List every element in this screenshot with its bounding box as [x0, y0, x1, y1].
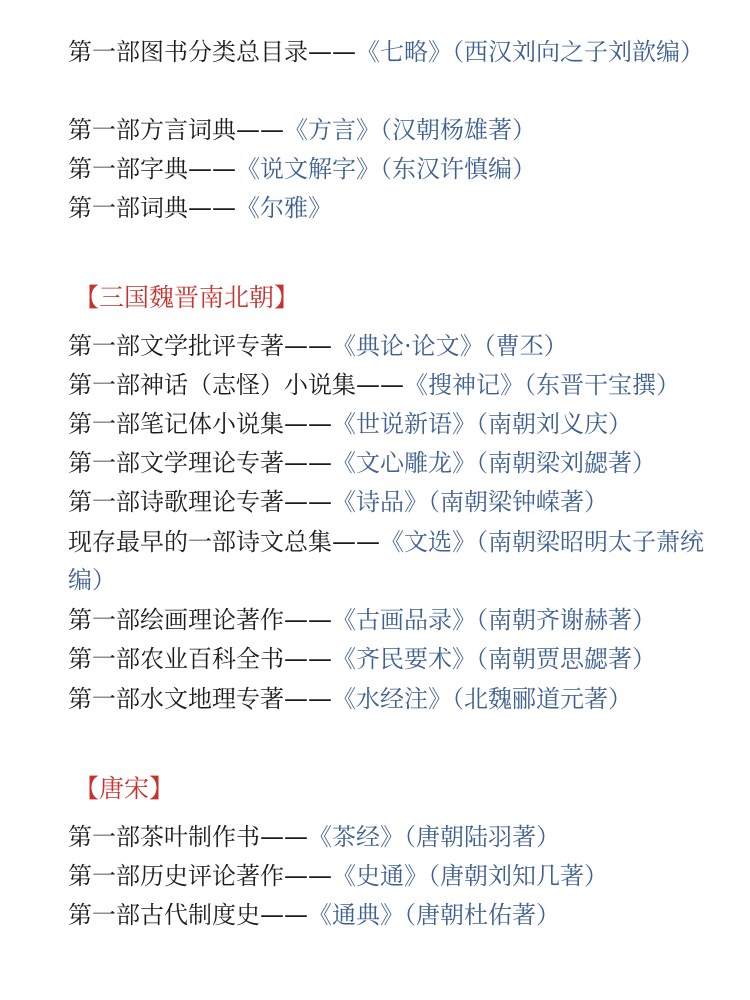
- entry-dianlun: [68, 327, 708, 365]
- section-heading-tang-song: 【唐宋】: [74, 774, 175, 803]
- book-author-note: （唐朝杜佑著）: [404, 901, 560, 929]
- entry-description: 第一部图书分类总目录——: [68, 38, 356, 66]
- entry-description: 第一部字典——: [68, 155, 236, 183]
- book-author-note: （东晋干宝撰）: [524, 371, 680, 399]
- book-title: 《说文解字》: [236, 155, 380, 183]
- entry-shitong: [68, 857, 708, 895]
- entry-shuowen: [68, 150, 708, 188]
- book-author-note: （唐朝陆羽著）: [404, 823, 560, 851]
- book-title: 《通典》: [308, 901, 404, 929]
- entry-description: 第一部茶叶制作书——: [68, 823, 308, 851]
- entry-description: 第一部绘画理论著作——: [68, 606, 332, 634]
- entry-qiminyaoshu: [68, 640, 708, 678]
- entry-description: 第一部文学理论专著——: [68, 449, 332, 477]
- book-title: 《搜神记》: [404, 371, 524, 399]
- entry-description: 现存最早的一部诗文总集——: [68, 528, 380, 556]
- book-title: 《诗品》: [332, 488, 428, 516]
- entry-description: 第一部词典——: [68, 194, 236, 222]
- book-author-note: （唐朝刘知几著）: [428, 862, 608, 890]
- entry-soushenji: [68, 366, 708, 404]
- entry-description: 第一部古代制度史——: [68, 901, 308, 929]
- book-author-note: （南朝刘义庆）: [476, 410, 632, 438]
- entry-description: 第一部方言词典——: [68, 116, 284, 144]
- entry-description: 第一部历史评论著作——: [68, 862, 332, 890]
- book-author-note: （南朝贾思勰著）: [476, 645, 656, 673]
- entry-tongdian: [68, 896, 708, 934]
- book-title: 《齐民要术》: [332, 645, 476, 673]
- book-title: 《典论·论文》: [332, 332, 484, 360]
- entry-shipin: [68, 483, 708, 521]
- book-title: 《茶经》: [308, 823, 404, 851]
- section-heading-wei-jin: 【三国魏晋南北朝】: [74, 283, 300, 312]
- entry-description: 第一部笔记体小说集——: [68, 410, 332, 438]
- entry-shuijingzhu: [68, 680, 708, 718]
- book-author-note: （汉朝杨雄著）: [380, 116, 536, 144]
- entry-chajing: [68, 818, 708, 856]
- book-title: 《水经注》: [332, 685, 452, 713]
- entry-shishuoxinyu: [68, 405, 708, 443]
- book-title: 《文心雕龙》: [332, 449, 476, 477]
- book-author-note: （曹丕）: [483, 332, 568, 360]
- book-author-note: （南朝梁昭明太子萧统编）: [68, 528, 704, 594]
- entry-description: 第一部诗歌理论专著——: [68, 488, 332, 516]
- book-author-note: （南朝梁钟嵘著）: [428, 488, 608, 516]
- entry-description: 第一部神话（志怪）小说集——: [68, 371, 404, 399]
- entry-wenxindiaolong: [68, 444, 708, 482]
- entry-guhuapinlu: [68, 601, 708, 639]
- book-author-note: （东汉许慎编）: [380, 155, 536, 183]
- book-author-note: （北魏郦道元著）: [452, 685, 632, 713]
- entry-fangyan: [68, 111, 708, 149]
- book-author-note: （西汉刘向之子刘歆编）: [452, 38, 704, 66]
- entry-wenxuan: [68, 523, 708, 599]
- book-title: 《尔雅》: [236, 194, 332, 222]
- book-title: 《史通》: [332, 862, 428, 890]
- book-title: 《文选》: [380, 528, 476, 556]
- book-author-note: （南朝齐谢赫著）: [476, 606, 656, 634]
- entry-qilue: [68, 33, 708, 71]
- book-title: 《七略》: [356, 38, 452, 66]
- entry-erya: [68, 189, 708, 227]
- entry-description: 第一部文学批评专著——: [68, 332, 332, 360]
- book-author-note: （南朝梁刘勰著）: [476, 449, 656, 477]
- book-title: 《方言》: [284, 116, 380, 144]
- entry-description: 第一部水文地理专著——: [68, 685, 332, 713]
- book-title: 《世说新语》: [332, 410, 476, 438]
- book-title: 《古画品录》: [332, 606, 476, 634]
- entry-description: 第一部农业百科全书——: [68, 645, 332, 673]
